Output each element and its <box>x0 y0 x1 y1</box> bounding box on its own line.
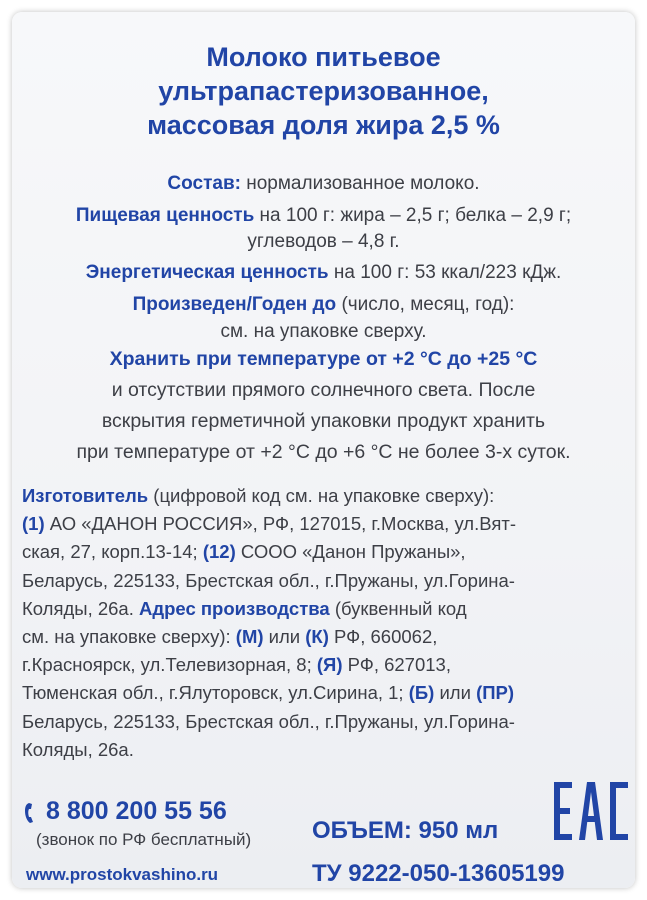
nutrition-row-2 <box>12 230 635 254</box>
manufacturer-line-8-a: Тюменская обл., г.Ялуторовск, ул.Сирина, 1; <box>22 682 404 704</box>
composition-text: нормализованное молоко. <box>246 173 480 194</box>
manufacturer-line-6-a: см. на упаковке сверху): <box>22 626 231 648</box>
dates-text: (число, месяц, год): <box>341 294 515 315</box>
volume-text: ОБЪЕМ: 950 мл <box>312 817 499 844</box>
manufacturer-line-3-b: СООО «Данон Пружаны», <box>240 541 466 563</box>
manufacturer-line-3 <box>22 538 622 566</box>
nutrition-label: Пищевая ценность <box>75 205 255 226</box>
eac-mark-icon <box>552 780 632 842</box>
code-ya: (Я) <box>316 654 343 676</box>
manufacturer-line-7 <box>22 651 622 679</box>
phone-handset-icon <box>24 801 40 825</box>
hotline-note: (звонок по РФ бесплатный) <box>36 830 252 849</box>
storage-conditions <box>12 344 635 468</box>
energy-label: Энергетическая ценность <box>85 262 329 283</box>
manufacturer-line-5-a: Коляды, 26а. <box>22 597 134 619</box>
storage-line-2: и отсутствии прямого солнечного света. После <box>111 379 536 401</box>
dates-label: Произведен/Годен до <box>132 294 337 315</box>
storage-line-4: при температуре от +2 °С до +6 °С не более 3-х суток. <box>76 441 571 463</box>
nutrition-text-2: углеводов – 4,8 г. <box>247 231 400 252</box>
energy-text: на 100 г: 53 ккал/223 кДж. <box>333 262 562 283</box>
code-k: (К) <box>305 626 329 648</box>
manufacturer-line-6 <box>22 623 622 651</box>
composition-row <box>12 172 635 196</box>
code-pr: (ПР) <box>476 682 515 704</box>
product-label <box>12 12 635 888</box>
manufacturer-line-9: Беларусь, 225133, Брестская обл., г.Пружаны, ул.Горина- <box>22 710 515 732</box>
code-m: (М) <box>235 626 264 648</box>
code-b: (Б) <box>408 682 435 704</box>
title-line-1: Молоко питьевое <box>206 42 441 72</box>
manufacturer-line-5 <box>22 595 622 623</box>
title-line-2: ультрапастеризованное, <box>158 76 489 106</box>
manufacturer-line-4: Беларусь, 225133, Брестская обл., г.Пружаны, ул.Горина- <box>22 569 515 591</box>
website-link[interactable]: www.prostokvashino.ru <box>26 865 219 884</box>
dates-row-2 <box>12 320 635 344</box>
manufacturer-label: Изготовитель <box>22 485 149 506</box>
manufacturer-line-5-b: (буквенный код <box>334 597 467 619</box>
code-12: (12) <box>202 541 236 563</box>
manufacturer-line-8 <box>22 679 622 707</box>
address-label: Адрес производства <box>139 597 330 619</box>
manufacturer-line-2 <box>22 510 622 538</box>
manufacturer-label-rest: (цифровой код см. на упаковке сверху): <box>153 485 495 506</box>
manufacturer-line-7-a: г.Красноярск, ул.Телевизорная, 8; <box>22 654 312 676</box>
dates-row <box>12 293 635 317</box>
dates-text-2: см. на упаковке сверху. <box>220 321 427 342</box>
composition-label: Состав: <box>167 173 241 194</box>
manufacturer-line-2-text: АО «ДАНОН РОССИЯ», РФ, 127015, г.Москва, ул.Вят- <box>49 513 517 535</box>
title-line-3: массовая доля жира 2,5 % <box>147 110 500 140</box>
energy-row <box>12 261 635 285</box>
storage-line-3: вскрытия герметичной упаковки продукт хранить <box>101 410 546 432</box>
or-2: или <box>439 682 471 704</box>
product-title <box>12 40 635 142</box>
manufacturer-block <box>22 482 622 764</box>
hotline-phone: 8 800 200 55 56 <box>46 797 227 825</box>
or-1: или <box>268 626 301 648</box>
manufacturer-line-7-b: РФ, 627013, <box>347 654 451 676</box>
manufacturer-line-6-b: РФ, 660062, <box>334 626 438 648</box>
manufacturer-line-1 <box>22 482 622 510</box>
tu-code: ТУ 9222-050-13605199 <box>312 860 565 887</box>
nutrition-text: на 100 г: жира – 2,5 г; белка – 2,9 г; <box>259 205 572 226</box>
manufacturer-line-3-a: ская, 27, корп.13-14; <box>22 541 198 563</box>
nutrition-row <box>12 204 635 228</box>
manufacturer-line-10: Коляды, 26а. <box>22 738 134 760</box>
storage-line-1: Хранить при температуре от +2 °С до +25 °С <box>109 348 538 370</box>
code-1: (1) <box>22 513 45 535</box>
